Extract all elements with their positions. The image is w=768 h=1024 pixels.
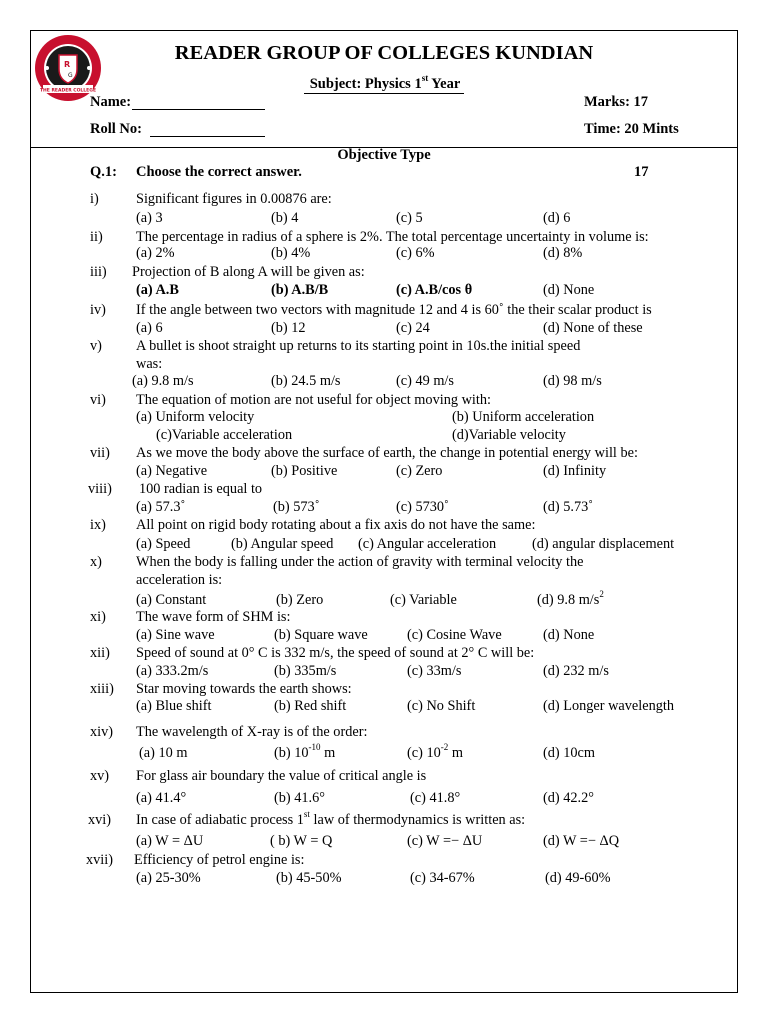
option-a: (a) 57.3˚ <box>136 499 186 515</box>
option-a: (a) Constant <box>136 592 207 608</box>
question-text: Projection of B along A will be given as: <box>132 264 365 280</box>
option-b: (b) 573˚ <box>273 499 320 515</box>
option-c: (c) 33m/s <box>407 663 462 679</box>
college-title: READER GROUP OF COLLEGES KUNDIAN <box>174 42 594 64</box>
option-c: (c) Angular acceleration <box>358 536 497 552</box>
option-d: (d) None of these <box>543 320 643 336</box>
option-d: (d) W =− ΔQ <box>543 833 620 849</box>
option-a: (a) 2% <box>136 245 175 261</box>
name-label: Name: <box>90 94 132 110</box>
question-number: viii) <box>88 481 112 497</box>
roll-no-field[interactable] <box>150 136 265 137</box>
question-number: ix) <box>90 517 106 533</box>
question-number: x) <box>90 554 102 570</box>
option-c: (c) 5730˚ <box>396 499 449 515</box>
svg-text:R: R <box>64 60 71 69</box>
question-number: ii) <box>90 229 103 245</box>
option-d: (d) 6 <box>543 210 571 226</box>
option-c: (c) A.B/cos θ <box>396 282 473 298</box>
option-a: (a) 3 <box>136 210 163 226</box>
question-text: The wavelength of X-ray is of the order: <box>136 724 368 740</box>
option-c: (c) W =− ΔU <box>407 833 483 849</box>
roll-no-label: Roll No: <box>90 121 142 137</box>
question-text: All point on rigid body rotating about a fix axis do not have the same: <box>136 517 536 533</box>
option-b: (b) 12 <box>271 320 306 336</box>
option-a: (a) A.B <box>136 282 179 298</box>
question-number: v) <box>90 338 102 354</box>
question-number: xii) <box>90 645 110 661</box>
option-c: (c) 34-67% <box>410 870 475 886</box>
option-c: (c)Variable acceleration <box>156 427 293 443</box>
option-a: (a) W = ΔU <box>136 833 204 849</box>
question-text: A bullet is shoot straight up returns to its starting point in 10s.the initial speed <box>136 338 581 354</box>
option-d: (d) 10cm <box>543 745 596 761</box>
question-text: When the body is falling under the action of gravity with terminal velocity the <box>136 554 584 570</box>
section-title: Objective Type <box>337 147 431 163</box>
question-number: vi) <box>90 392 106 408</box>
question-text: As we move the body above the surface of earth, the change in potential energy will be: <box>136 445 638 461</box>
question-text-cont: was: <box>136 356 163 372</box>
option-c: (c) Zero <box>396 463 443 479</box>
option-b: (b) 24.5 m/s <box>271 373 341 389</box>
option-c: (c) Variable <box>390 592 457 608</box>
option-b: (b) 4 <box>271 210 299 226</box>
question-number: xvii) <box>86 852 114 868</box>
option-d: (d) 232 m/s <box>543 663 609 679</box>
question-text: The equation of motion are not useful for object moving with: <box>136 392 491 408</box>
option-c: (c) Cosine Wave <box>407 627 502 643</box>
name-field[interactable] <box>132 109 265 110</box>
option-a: (a) 6 <box>136 320 163 336</box>
option-c: (c) 5 <box>396 210 423 226</box>
option-a: (a) Uniform velocity <box>136 409 255 425</box>
option-d: (d) angular displacement <box>532 536 675 552</box>
option-d: (d) 42.2° <box>543 790 594 806</box>
question-text: Speed of sound at 0° C is 332 m/s, the speed of sound at 2° C will be: <box>136 645 535 661</box>
time-label: Time: 20 Mints <box>584 121 679 137</box>
option-d: (d) 98 m/s <box>543 373 602 389</box>
question-number: xiv) <box>90 724 114 740</box>
option-c: (c) 6% <box>396 245 435 261</box>
option-a: (a) 25-30% <box>136 870 201 886</box>
question-number: iii) <box>90 264 107 280</box>
question-text: In case of adiabatic process 1st law of thermodynamics is written as: <box>136 809 526 828</box>
option-d: (d) 5.73˚ <box>543 499 594 515</box>
question-text: If the angle between two vectors with magnitude 12 and 4 is 60˚ the their scalar product is <box>136 302 652 318</box>
question-text: The percentage in radius of a sphere is 2%. The total percentage uncertainty in volume is: <box>136 229 649 245</box>
option-b: (b) Uniform acceleration <box>452 409 595 425</box>
option-d: (d) None <box>543 627 595 643</box>
q1-marks: 17 <box>634 164 649 180</box>
option-a: (a) Blue shift <box>136 698 212 714</box>
question-text: For glass air boundary the value of critical angle is <box>136 768 427 784</box>
option-c: (c) No Shift <box>407 698 476 714</box>
option-b: (b) $10^{-10}$ m <box>274 742 336 761</box>
question-text: Star moving towards the earth shows: <box>136 681 352 697</box>
option-d: (d) Infinity <box>543 463 607 479</box>
option-b: (b) 4% <box>271 245 311 261</box>
option-c: (c) $10^{-2}$ m <box>407 742 463 761</box>
option-c: (c) 41.8° <box>410 790 461 806</box>
question-number: iv) <box>90 302 106 318</box>
option-d: (d) 8% <box>543 245 583 261</box>
option-d: (d) None <box>543 282 595 298</box>
option-d: (d)Variable velocity <box>452 427 566 443</box>
question-text: Efficiency of petrol engine is: <box>134 852 305 868</box>
svg-text:THE READER COLLEGE: THE READER COLLEGE <box>39 88 97 94</box>
option-b: (b) Angular speed <box>231 536 334 552</box>
option-b: ( b) W = Q <box>270 833 333 849</box>
marks-label: Marks: 17 <box>584 94 649 110</box>
option-c: (c) 49 m/s <box>396 373 454 389</box>
q1-label: Q.1: <box>90 164 117 180</box>
question-number: i) <box>90 191 99 207</box>
option-b: (b) A.B/B <box>271 282 329 298</box>
option-b: (b) Zero <box>276 592 324 608</box>
option-a: (a) Speed <box>136 536 191 552</box>
q1-instruction: Choose the correct answer. <box>136 164 302 180</box>
svg-text:G: G <box>68 72 73 79</box>
option-a: (a) 41.4° <box>136 790 187 806</box>
option-d: (d) Longer wavelength <box>543 698 675 714</box>
option-d: (d) 9.8 $m/s^2$ <box>537 589 604 608</box>
option-c: (c) 24 <box>396 320 430 336</box>
question-text: The wave form of SHM is: <box>136 609 291 625</box>
option-b: (b) Square wave <box>274 627 368 643</box>
option-a: (a) 9.8 m/s <box>132 373 194 389</box>
option-a: (a) 10 m <box>139 745 188 761</box>
question-text-cont: acceleration is: <box>136 572 223 588</box>
option-b: (b) 41.6° <box>274 790 325 806</box>
question-number: xvi) <box>88 812 112 828</box>
option-a: (a) 333.2m/s <box>136 663 209 679</box>
option-b: (b) Red shift <box>274 698 347 714</box>
question-text: Significant figures in 0.00876 are: <box>136 191 332 207</box>
option-b: (b) 45-50% <box>276 870 342 886</box>
option-a: (a) Negative <box>136 463 208 479</box>
question-number: xiii) <box>90 681 114 697</box>
question-number: vii) <box>90 445 110 461</box>
option-d: (d) 49-60% <box>545 870 611 886</box>
question-text: 100 radian is equal to <box>139 481 263 497</box>
option-b: (b) 335m/s <box>274 663 337 679</box>
option-b: (b) Positive <box>271 463 338 479</box>
subject-line: Subject: Physics 1st Year <box>0 76 768 93</box>
question-number: xv) <box>90 768 110 784</box>
option-a: (a) Sine wave <box>136 627 215 643</box>
question-number: xi) <box>90 609 106 625</box>
